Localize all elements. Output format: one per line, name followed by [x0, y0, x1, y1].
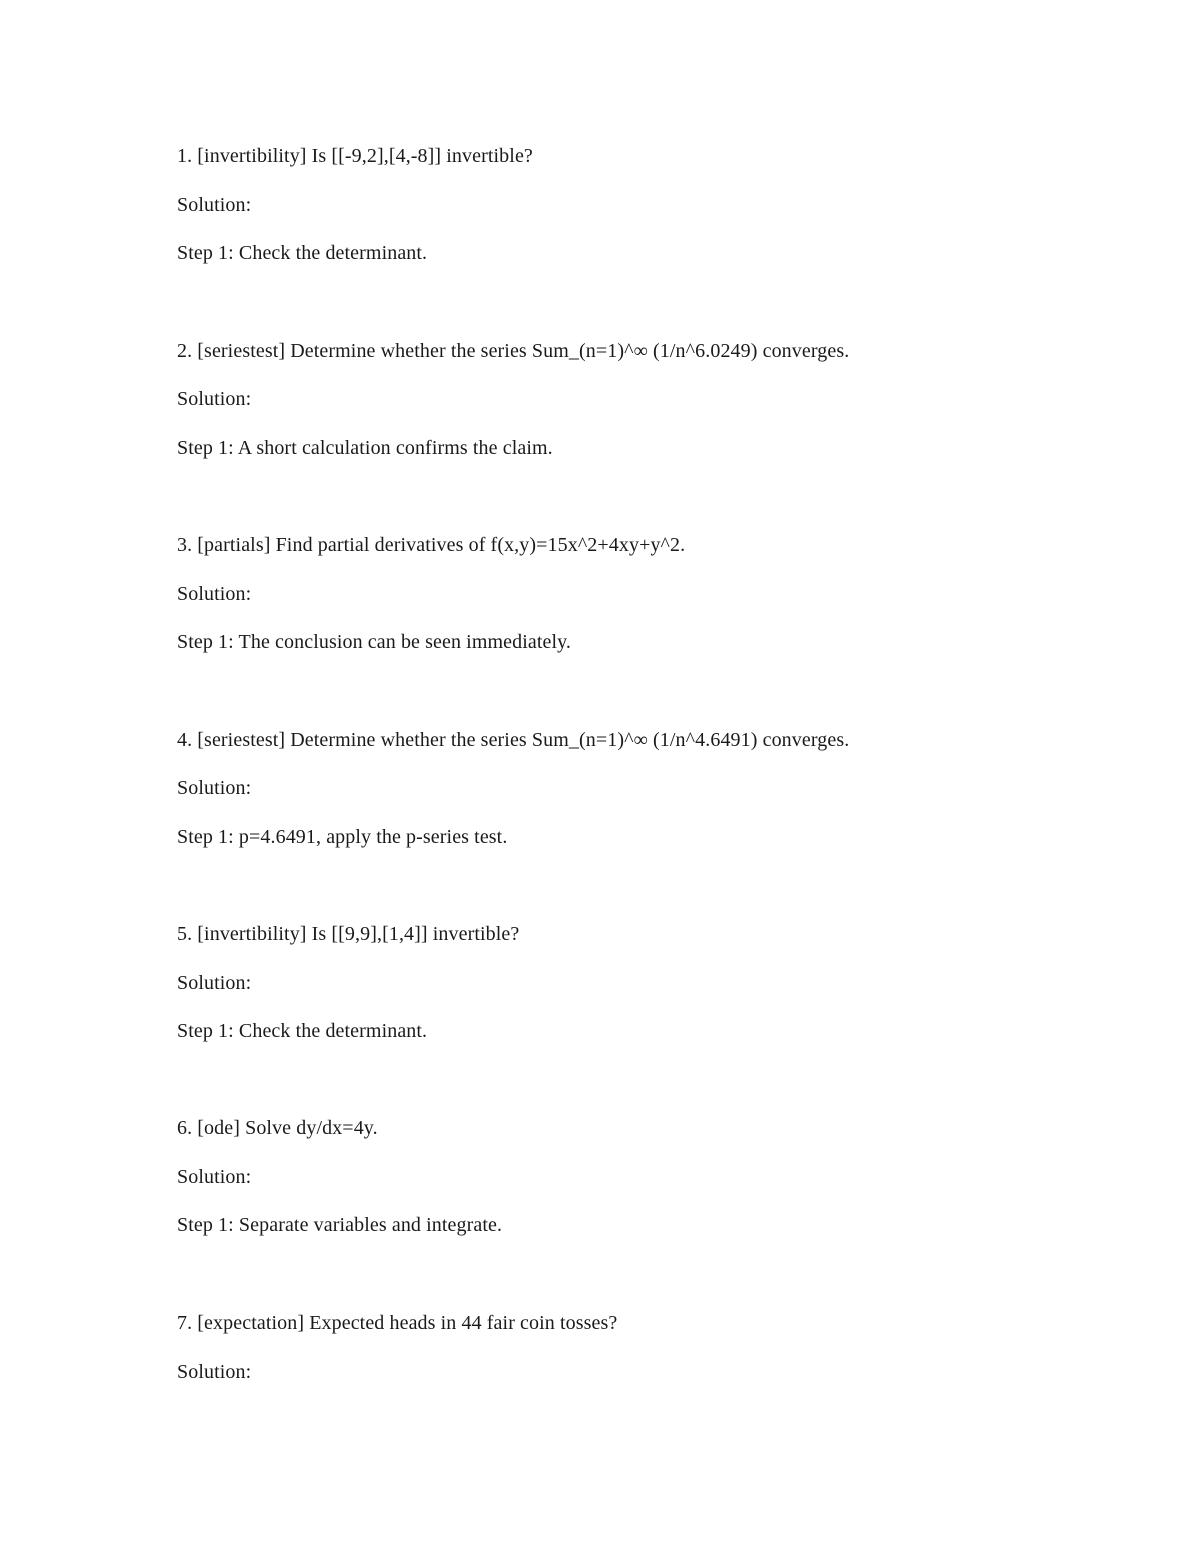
problem-3-question: 3. [partials] Find partial derivatives of f(x,y)=15x^2+4xy+y^2.: [177, 534, 686, 556]
problem-1-solution-label: Solution:: [177, 194, 252, 216]
problem-3-solution-label: Solution:: [177, 583, 252, 605]
problem-6-solution-label: Solution:: [177, 1166, 252, 1188]
problem-2-question: 2. [seriestest] Determine whether the series Sum_(n=1)^∞ (1/n^6.0249) converges.: [177, 340, 850, 362]
problem-3-step-1: Step 1: The conclusion can be seen immediately.: [177, 631, 572, 653]
problem-5-question: 5. [invertibility] Is [[9,9],[1,4]] invertible?: [177, 923, 520, 945]
problem-2-solution-label: Solution:: [177, 388, 252, 410]
problem-5-step-1: Step 1: Check the determinant.: [177, 1020, 428, 1042]
problem-2-step-1: Step 1: A short calculation confirms the claim.: [177, 437, 553, 459]
problem-7-solution-label: Solution:: [177, 1361, 252, 1383]
problem-4-solution-label: Solution:: [177, 777, 252, 799]
problem-6-step-1: Step 1: Separate variables and integrate.: [177, 1214, 503, 1236]
problem-7-question: 7. [expectation] Expected heads in 44 fair coin tosses?: [177, 1312, 618, 1334]
problem-5-solution-label: Solution:: [177, 972, 252, 994]
problem-6-question: 6. [ode] Solve dy/dx=4y.: [177, 1117, 378, 1139]
problem-4-step-1: Step 1: p=4.6491, apply the p-series test.: [177, 826, 508, 848]
problem-1-question: 1. [invertibility] Is [[-9,2],[4,-8]] invertible?: [177, 145, 533, 167]
problem-4-question: 4. [seriestest] Determine whether the series Sum_(n=1)^∞ (1/n^4.6491) converges.: [177, 729, 850, 751]
problem-1-step-1: Step 1: Check the determinant.: [177, 242, 428, 264]
